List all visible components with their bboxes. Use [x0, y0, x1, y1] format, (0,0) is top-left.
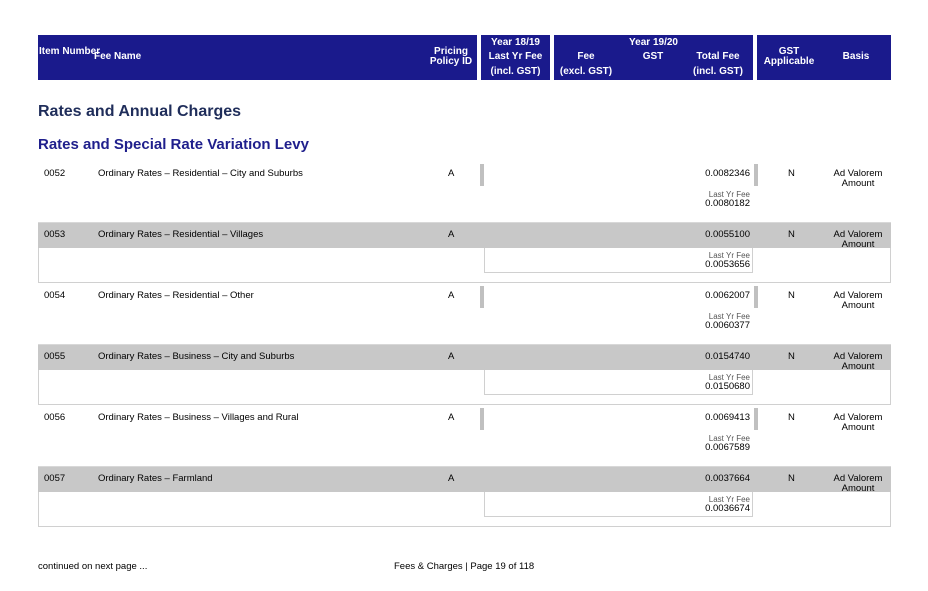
- item-number: 0056: [44, 412, 66, 423]
- pricing-policy: A: [448, 351, 455, 362]
- basis: Ad Valorem Amount: [833, 168, 883, 189]
- header-last-yr-fee: Last Yr Fee: [488, 51, 543, 62]
- last-yr-fee-label: Last Yr Fee: [708, 312, 750, 321]
- last-yr-fee-label: Last Yr Fee: [708, 251, 750, 260]
- basis: Ad Valorem Amount: [833, 473, 883, 494]
- row-divider: [754, 164, 758, 186]
- basis: Ad Valorem Amount: [833, 412, 883, 433]
- last-yr-fee-value: 0.0067589: [705, 442, 750, 453]
- fee-name: Ordinary Rates – Farmland: [98, 473, 213, 484]
- total-fee: 0.0062007: [705, 290, 750, 301]
- row-lower-box: [38, 370, 891, 405]
- continued-note: continued on next page ...: [38, 561, 148, 572]
- header-incl-gst-2: (incl. GST): [693, 66, 743, 77]
- header-total-fee: Total Fee: [696, 51, 740, 62]
- subsection-title: Rates and Special Rate Variation Levy: [38, 136, 309, 153]
- last-yr-fee-value: 0.0053656: [705, 259, 750, 270]
- basis: Ad Valorem Amount: [833, 290, 883, 311]
- last-yr-fee-label: Last Yr Fee: [708, 373, 750, 382]
- fee-name: Ordinary Rates – Business – Villages and Rural: [98, 412, 299, 423]
- table-row: [38, 406, 891, 467]
- fee-name: Ordinary Rates – Business – City and Suburbs: [98, 351, 295, 362]
- item-number: 0053: [44, 229, 66, 240]
- item-number: 0054: [44, 290, 66, 301]
- gst-applicable: N: [788, 168, 795, 179]
- section-title: Rates and Annual Charges: [38, 103, 242, 120]
- fee-name: Ordinary Rates – Residential – Other: [98, 290, 254, 301]
- basis: Ad Valorem Amount: [833, 351, 883, 372]
- total-fee: 0.0082346: [705, 168, 750, 179]
- table-row: [38, 345, 891, 406]
- gst-applicable: N: [788, 351, 795, 362]
- header-left-block: [38, 35, 477, 80]
- table-row: [38, 223, 891, 284]
- gst-applicable: N: [788, 290, 795, 301]
- header-right-block: [757, 35, 891, 80]
- header-pricing-policy: Pricing Policy ID: [429, 46, 473, 67]
- total-fee: 0.0055100: [705, 229, 750, 240]
- header-gst: GST: [642, 51, 664, 62]
- row-divider: [754, 286, 758, 308]
- header-year-1920-block: [554, 35, 753, 80]
- header-item-number: Item Number: [39, 46, 101, 57]
- pricing-policy: A: [448, 412, 455, 423]
- row-divider: [480, 408, 484, 430]
- fee-name: Ordinary Rates – Residential – City and Suburbs: [98, 168, 303, 179]
- row-lower-box: [38, 248, 891, 283]
- pricing-policy: A: [448, 473, 455, 484]
- header-year-1819: Year 18/19: [491, 37, 540, 48]
- header-fee-name: Fee Name: [94, 51, 142, 62]
- header-fee: Fee: [577, 51, 595, 62]
- row-lower-box: [38, 492, 891, 527]
- row-divider: [480, 164, 484, 186]
- table-row: [38, 162, 891, 223]
- header-excl-gst: (excl. GST): [559, 66, 613, 77]
- header-year-1920: Year 19/20: [629, 37, 678, 48]
- row-divider: [754, 408, 758, 430]
- pricing-policy: A: [448, 168, 455, 179]
- pricing-policy: A: [448, 229, 455, 240]
- gst-applicable: N: [788, 473, 795, 484]
- page-info: Fees & Charges | Page 19 of 118: [394, 561, 535, 572]
- total-fee: 0.0069413: [705, 412, 750, 423]
- item-number: 0057: [44, 473, 66, 484]
- last-yr-fee-value: 0.0060377: [705, 320, 750, 331]
- last-yr-fee-label: Last Yr Fee: [708, 495, 750, 504]
- table-row: [38, 284, 891, 345]
- last-yr-fee-value: 0.0036674: [705, 503, 750, 514]
- basis: Ad Valorem Amount: [833, 229, 883, 250]
- item-number: 0052: [44, 168, 66, 179]
- table-row: [38, 467, 891, 528]
- gst-applicable: N: [788, 412, 795, 423]
- header-basis: Basis: [842, 51, 870, 62]
- header-year-1819-block: [481, 35, 550, 80]
- row-divider: [480, 286, 484, 308]
- last-yr-fee-value: 0.0150680: [705, 381, 750, 392]
- gst-applicable: N: [788, 229, 795, 240]
- total-fee: 0.0037664: [705, 473, 750, 484]
- pricing-policy: A: [448, 290, 455, 301]
- item-number: 0055: [44, 351, 66, 362]
- last-yr-fee-label: Last Yr Fee: [708, 190, 750, 199]
- fee-name: Ordinary Rates – Residential – Villages: [98, 229, 264, 240]
- header-gst-applicable: GST Applicable: [763, 46, 815, 67]
- total-fee: 0.0154740: [705, 351, 750, 362]
- header-incl-gst-1: (incl. GST): [490, 66, 541, 77]
- last-yr-fee-value: 0.0080182: [705, 198, 750, 209]
- last-yr-fee-label: Last Yr Fee: [708, 434, 750, 443]
